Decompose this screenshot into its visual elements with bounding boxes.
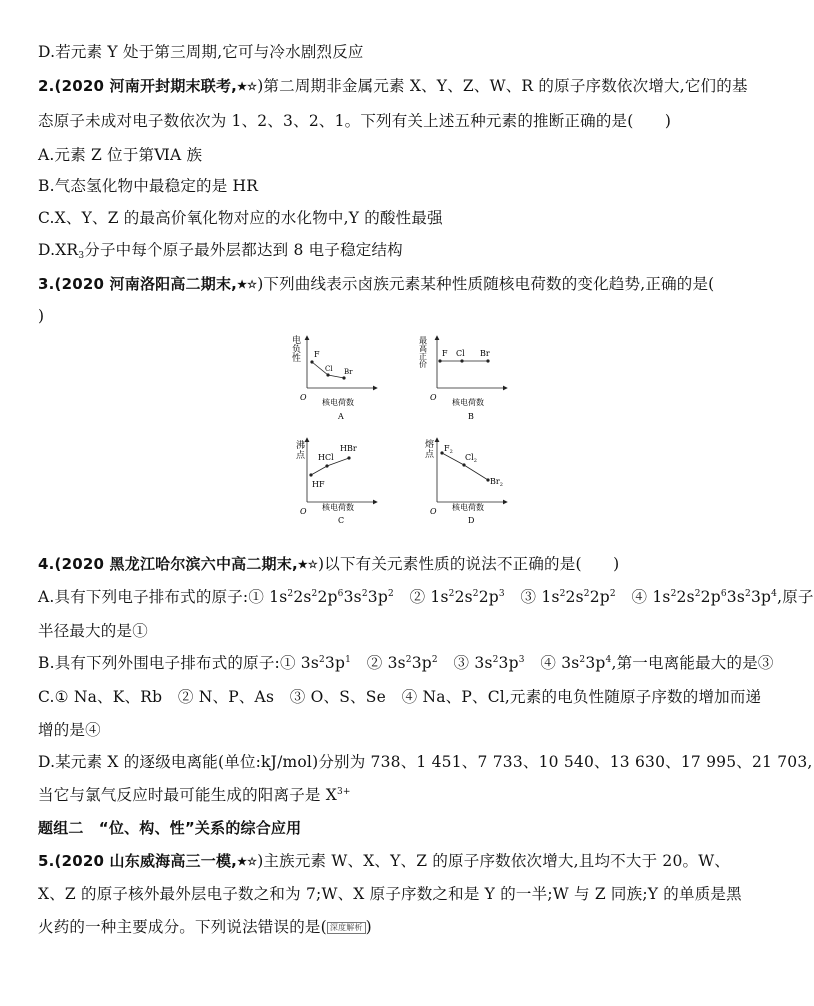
- graph-b: [419, 336, 507, 421]
- graph-a-point-f: [310, 360, 313, 363]
- svg-text:HCl: HCl: [318, 453, 334, 462]
- q3-source: 3.(2020 河南洛阳高二期末,: [38, 275, 238, 293]
- svg-text:F2: $F_2$: [444, 444, 453, 455]
- svg-text:F: F: [314, 350, 320, 359]
- q2-source: 2.(2020 河南开封期末联考,: [38, 77, 238, 95]
- svg-text:Br2: $Br_2$: [490, 477, 503, 488]
- svg-text:Cl: Cl: [325, 365, 333, 373]
- svg-text:A: A: [338, 412, 344, 421]
- svg-text:HBr: HBr: [340, 444, 357, 453]
- svg-text:D: D: [468, 516, 475, 525]
- svg-text:B: B: [468, 412, 474, 421]
- svg-text:负: 负: [292, 345, 302, 355]
- difficulty-stars-icon: ★☆: [237, 855, 258, 868]
- q1-option-d: D.若元素 Y 处于第三周期,它可与冷水剧烈反应: [38, 43, 364, 61]
- q4-option-c-line1: C.① Na、K、Rb ② N、P、As ③ O、S、Se ④ Na、P、Cl,元素的电负性随原子序数的增加而递: [38, 688, 762, 706]
- svg-text:熔: 熔: [425, 440, 435, 450]
- svg-text:O: O: [430, 507, 437, 516]
- group-heading: 题组二 “位、构、性”关系的综合应用: [38, 819, 302, 837]
- svg-text:沸: 沸: [296, 441, 306, 451]
- difficulty-stars-icon: ★☆: [297, 558, 318, 571]
- svg-text:性: 性: [292, 354, 302, 364]
- svg-text:Br: Br: [344, 368, 353, 376]
- svg-text:最: 最: [419, 336, 427, 345]
- q5-stem-line2: X、Z 的原子核外最外层电子数之和为 7;W、X 原子序数之和是 Y 的一半;W 与 Z 同族;Y 的单质是黑: [38, 885, 742, 903]
- svg-text:价: 价: [419, 360, 427, 369]
- q5-source: 5.(2020 山东威海高三一模,: [38, 852, 238, 870]
- svg-text:核电荷数: 核电荷数: [452, 398, 484, 407]
- svg-text:O: O: [300, 507, 307, 516]
- svg-text:电: 电: [292, 336, 302, 346]
- q4-stem: 4.(2020 黑龙江哈尔滨六中高二期末,★☆)以下有关元素性质的说法不正确的是( ): [38, 555, 620, 573]
- q3-graphs-figure: [282, 330, 532, 530]
- svg-text:正: 正: [419, 352, 427, 361]
- svg-text:高: 高: [419, 344, 427, 353]
- q4-option-a-line1: A.具有下列电子排布式的原子:① $1s^22s^22p^63s^23p^2$ ② $1s^22s^22p^3$ ③ $1s^22s^22p^2$ ④ $1s^22s^22p^63s^23p^4$,原子: [38, 588, 814, 606]
- graph-d: [425, 438, 507, 525]
- difficulty-stars-icon: ★☆: [237, 278, 258, 291]
- svg-text:核电荷数: 核电荷数: [322, 398, 354, 407]
- halogen-trend-graphs: [282, 330, 532, 530]
- q5-stem-line1: 5.(2020 山东威海高三一模,★☆)主族元素 W、X、Y、Z 的原子序数依次增大,且均不大于 20。W、: [38, 852, 731, 870]
- svg-text:核电荷数: 核电荷数: [452, 503, 484, 512]
- q2-option-c: C.X、Y、Z 的最高价氧化物对应的水化物中,Y 的酸性最强: [38, 209, 443, 227]
- q4-option-c-line2: 增的是④: [38, 721, 101, 739]
- q2-option-b: B.气态氢化物中最稳定的是 HR: [38, 177, 259, 195]
- deep-analysis-tag[interactable]: 深度解析: [327, 922, 366, 934]
- graph-a: [292, 334, 377, 421]
- graph-a-point-cl: [326, 373, 329, 376]
- svg-text:O: O: [300, 393, 307, 402]
- q2-stem-line1: 2.(2020 河南开封期末联考,★☆)第二周期非金属元素 X、Y、Z、W、R 的原子序数依次增大,它们的基: [38, 77, 748, 95]
- q3-stem-line1: 3.(2020 河南洛阳高二期末,★☆)下列曲线表示卤族元素某种性质随核电荷数的变化趋势,正确的是(: [38, 275, 715, 293]
- q4-option-d-line1: D.某元素 X 的逐级电离能(单位:kJ/mol)分别为 738、1 451、7 733、10 540、13 630、17 995、21 703,: [38, 753, 813, 771]
- q2-stem-line2: 态原子未成对电子数依次为 1、2、3、2、1。下列有关上述五种元素的推断正确的是( ): [38, 112, 672, 130]
- q3-stem-line2: ): [38, 307, 45, 325]
- svg-text:Br: Br: [480, 349, 490, 358]
- svg-text:Cl2: $Cl_2$: [465, 453, 477, 464]
- difficulty-stars-icon: ★☆: [237, 80, 258, 93]
- q5-stem-line3: 火药的一种主要成分。下列说法错误的是( 深度解析 ): [38, 918, 372, 936]
- q2-option-a: A.元素 Z 位于第ⅥA 族: [38, 146, 203, 164]
- svg-text:O: O: [430, 393, 437, 402]
- q4-option-d-line2: 当它与氯气反应时最可能生成的阳离子是 $X^{3+}$: [38, 786, 351, 804]
- q4-source: 4.(2020 黑龙江哈尔滨六中高二期末,: [38, 555, 298, 573]
- q2-option-d: $D.XR_3$分子中每个原子最外层都达到 8 电子稳定结构: [38, 241, 403, 261]
- graph-c: [296, 438, 377, 525]
- svg-text:F: F: [442, 349, 448, 358]
- svg-text:点: 点: [296, 451, 306, 461]
- svg-text:Cl: Cl: [456, 349, 465, 358]
- q4-option-b: B.具有下列外围电子排布式的原子:① $3s^23p^1$ ② $3s^23p^2$ ③ $3s^23p^3$ ④ $3s^23p^4$,第一电离能最大的是③: [38, 654, 774, 672]
- svg-text:核电荷数: 核电荷数: [322, 503, 354, 512]
- svg-text:HF: HF: [312, 480, 325, 489]
- svg-text:点: 点: [425, 450, 435, 460]
- q4-option-a-line2: 半径最大的是①: [38, 622, 148, 640]
- graph-a-point-br: [342, 376, 345, 379]
- svg-text:C: C: [338, 516, 345, 525]
